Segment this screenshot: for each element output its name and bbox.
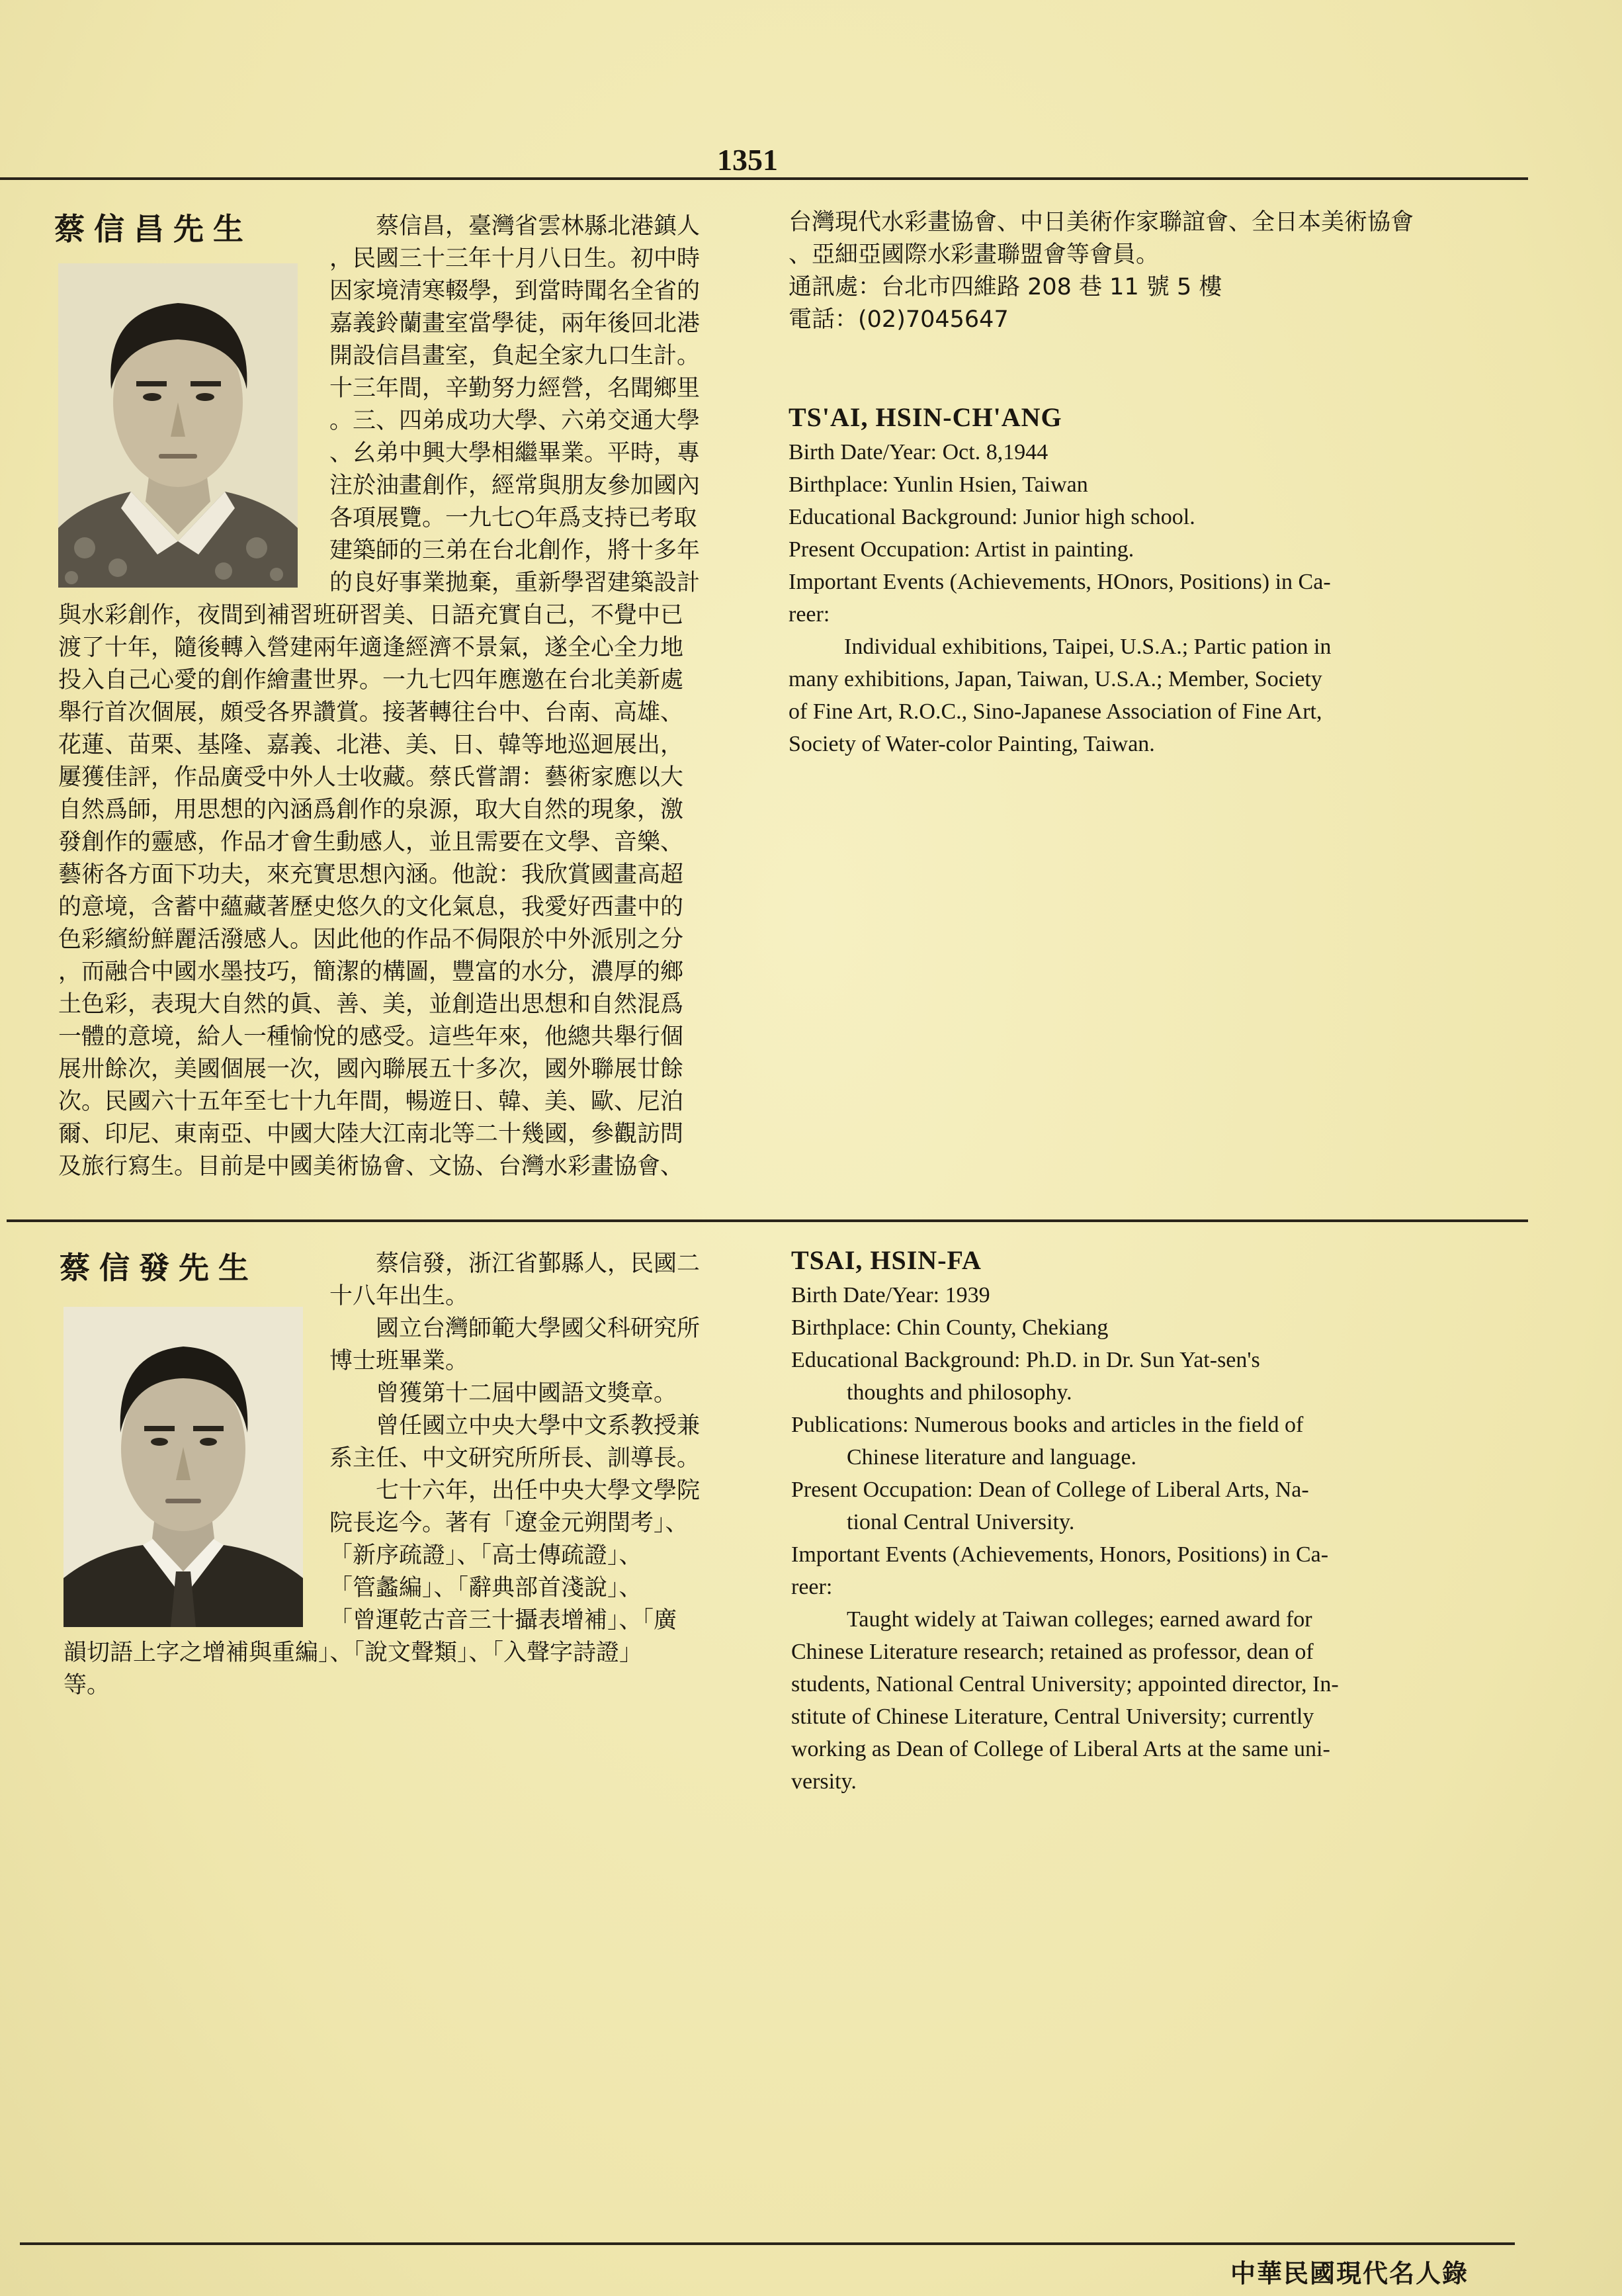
bio-line: 舉行首次個展，頗受各界讚賞。接著轉往台中、台南、高雄、	[58, 699, 684, 726]
entry-divider	[7, 1219, 1528, 1222]
bio-line: 及旅行寫生。目前是中國美術協會、文協、台灣水彩畫協會、	[58, 1153, 684, 1180]
bio-line: 「管蠡編」、「辭典部首淺說」、	[329, 1575, 642, 1601]
bio-line: 通訊處：台北市四維路 208 巷 11 號 5 樓	[789, 274, 1222, 300]
bio-line: 注於油畫創作，經常與朋友參加國內	[329, 472, 701, 499]
en-line: Present Occupation: Artist in painting.	[789, 537, 1134, 562]
bio-line: 「曾運乾古音三十攝表增補」、「廣	[329, 1607, 677, 1634]
en-line: Educational Background: Ph.D. in Dr. Sun Yat-sen's	[791, 1348, 1260, 1372]
en-para-line: Taught widely at Taiwan colleges; earned award for	[847, 1607, 1312, 1632]
en-line: Birth Date/Year: 1939	[791, 1283, 990, 1307]
page-number: 1351	[717, 143, 778, 177]
en-para-line: working as Dean of College of Liberal Arts at the same uni-	[791, 1737, 1330, 1761]
en-para-line: of Fine Art, R.O.C., Sino-Japanese Association of Fine Art,	[789, 699, 1322, 724]
en-para-line: Individual exhibitions, Taipei, U.S.A.; Partic pation in	[844, 635, 1332, 659]
entry1-bio-zh-continued	[789, 206, 1476, 336]
bio-line: 國立台灣師範大學國父科研究所	[329, 1315, 701, 1342]
bio-line: 渡了十年，隨後轉入營建兩年適逢經濟不景氣，遂全心全力地	[58, 635, 684, 661]
bio-line: 自然爲師，用思想的內涵爲創作的泉源，取大自然的現象，激	[58, 797, 684, 823]
bio-line: 台灣現代水彩畫協會、中日美術作家聯誼會、全日本美術協會	[789, 209, 1414, 236]
en-para-line: Chinese Literature research; retained as professor, dean of	[791, 1640, 1314, 1664]
en-line: Present Occupation: Dean of College of Liberal Arts, Na-	[791, 1478, 1309, 1502]
bio-line: 發創作的靈感，作品才會生動感人，並且需要在文學、音樂、	[58, 829, 684, 856]
entry1-name-en: TS'AI, HSIN-CH'ANG	[789, 402, 1062, 432]
header-rule	[0, 177, 1528, 180]
footer-rule	[20, 2242, 1515, 2245]
bio-line: 十三年間，辛勤努力經營，名聞鄉里	[329, 375, 701, 402]
bio-line: 各項展覽。一九七○年爲支持已考取	[329, 505, 697, 531]
bio-line: 藝術各方面下功夫，來充實思想內涵。他說：我欣賞國畫高超	[58, 861, 684, 888]
bio-line: 投入自己心愛的創作繪畫世界。一九七四年應邀在台北美新處	[58, 667, 684, 693]
bio-line: 因家境清寒輟學，到當時聞名全省的	[329, 278, 701, 304]
bio-line: 次。民國六十五年至七十九年間，暢遊日、韓、美、歐、尼泊	[58, 1088, 684, 1115]
bio-line: 「新序疏證」、「高士傳疏證」、	[329, 1542, 642, 1569]
bio-line: 系主任、中文研究所所長、訓導長。	[329, 1445, 701, 1472]
bio-line: ，民國三十三年十月八日生。初中時	[329, 245, 701, 272]
bio-line: 展卅餘次，美國個展一次，國內聯展五十多次，國外聯展廿餘	[58, 1056, 684, 1082]
bio-line: 爾、印尼、東南亞、中國大陸大江南北等二十幾國，參觀訪問	[58, 1121, 684, 1147]
bio-line: 。三、四弟成功大學、六弟交通大學	[329, 408, 701, 434]
bio-line: 屢獲佳評，作品廣受中外人士收藏。蔡氏嘗謂：藝術家應以大	[58, 764, 684, 791]
en-line: Important Events (Achievements, HOnors, Positions) in Ca-	[789, 570, 1331, 594]
bio-line: 蔡信昌，臺灣省雲林縣北港鎮人	[329, 213, 701, 240]
en-para-line: versity.	[791, 1769, 857, 1794]
en-line: reer:	[791, 1575, 833, 1599]
bio-line: 一體的意境，給人一種愉悅的感受。這些年來，他總共舉行個	[58, 1024, 684, 1050]
bio-line: 的意境，含蓄中蘊藏著歷史悠久的文化氣息，我愛好西畫中的	[58, 894, 684, 920]
en-para-line: students, National Central University; appointed director, In-	[791, 1672, 1339, 1697]
en-line: Educational Background: Junior high school.	[789, 505, 1195, 529]
bio-line: 、亞細亞國際水彩畫聯盟會等會員。	[789, 242, 1160, 268]
entry2-english	[791, 1244, 1479, 1798]
bio-line: 等。	[64, 1672, 110, 1699]
bio-line: 十八年出生。	[329, 1283, 469, 1309]
en-para-line: many exhibitions, Japan, Taiwan, U.S.A.; Member, Society	[789, 667, 1322, 691]
bio-line: 博士班畢業。	[329, 1348, 469, 1374]
en-line: Birthplace: Chin County, Chekiang	[791, 1315, 1109, 1340]
bio-line: 電話：(02)7045647	[789, 306, 1009, 333]
entry1-bio-zh	[58, 210, 726, 1183]
en-line: Publications: Numerous books and articles in the field of	[791, 1413, 1304, 1437]
bio-line: 曾獲第十二屆中國語文獎章。	[329, 1380, 677, 1407]
bio-line: 、幺弟中興大學相繼畢業。平時，專	[329, 440, 701, 466]
en-line: Chinese literature and language.	[847, 1445, 1137, 1470]
entry2-name-zh: 蔡信發先生	[60, 1250, 258, 1286]
entry2-name-en: TSAI, HSIN-FA	[791, 1245, 982, 1275]
footer-title: 中華民國現代名人錄	[1230, 2259, 1469, 2288]
en-line: reer:	[789, 602, 830, 627]
bio-line: 花蓮、苗栗、基隆、嘉義、北港、美、日、韓等地巡迴展出，	[58, 732, 684, 758]
en-line: Birthplace: Yunlin Hsien, Taiwan	[789, 472, 1088, 497]
en-line: thoughts and philosophy.	[847, 1380, 1072, 1405]
bio-line: 七十六年，出任中央大學文學院	[329, 1478, 701, 1504]
en-para-line: stitute of Chinese Literature, Central University; currently	[791, 1704, 1314, 1729]
bio-line: 的良好事業拋棄，重新學習建築設計	[329, 570, 701, 596]
bio-line: 蔡信發，浙江省鄞縣人，民國二	[329, 1251, 701, 1277]
entry1-english	[789, 401, 1476, 760]
bio-line: 韻切語上字之增補與重編」、「說文聲類」、「入聲字詩證」	[64, 1640, 643, 1666]
bio-line: 色彩繽紛鮮麗活潑感人。因此他的作品不侷限於中外派別之分	[58, 926, 684, 953]
en-para-line: Society of Water-color Painting, Taiwan.	[789, 732, 1155, 756]
bio-line: 開設信昌畫室，負起全家九口生計。	[329, 343, 701, 369]
bio-line: 與水彩創作，夜間到補習班研習美、日語充實自己，不覺中已	[58, 602, 684, 629]
bio-line: 土色彩，表現大自然的眞、善、美，並創造出思想和自然混爲	[58, 991, 684, 1018]
entry1-name-zh: 蔡信昌先生	[54, 211, 253, 247]
bio-line: 院長迄今。著有「遼金元朔閏考」、	[329, 1510, 689, 1536]
en-line: Birth Date/Year: Oct. 8,1944	[789, 440, 1048, 464]
bio-line: 建築師的三弟在台北創作，將十多年	[329, 537, 701, 564]
bio-line: ，而融合中國水墨技巧，簡潔的構圖，豐富的水分，濃厚的鄉	[58, 959, 684, 985]
bio-line: 嘉義鈴蘭畫室當學徒，兩年後回北港	[329, 310, 701, 337]
en-line: tional Central University.	[847, 1510, 1075, 1534]
entry2-bio-zh	[64, 1248, 732, 1702]
en-line: Important Events (Achievements, Honors, Positions) in Ca-	[791, 1542, 1329, 1567]
bio-line: 曾任國立中央大學中文系教授兼	[329, 1413, 701, 1439]
